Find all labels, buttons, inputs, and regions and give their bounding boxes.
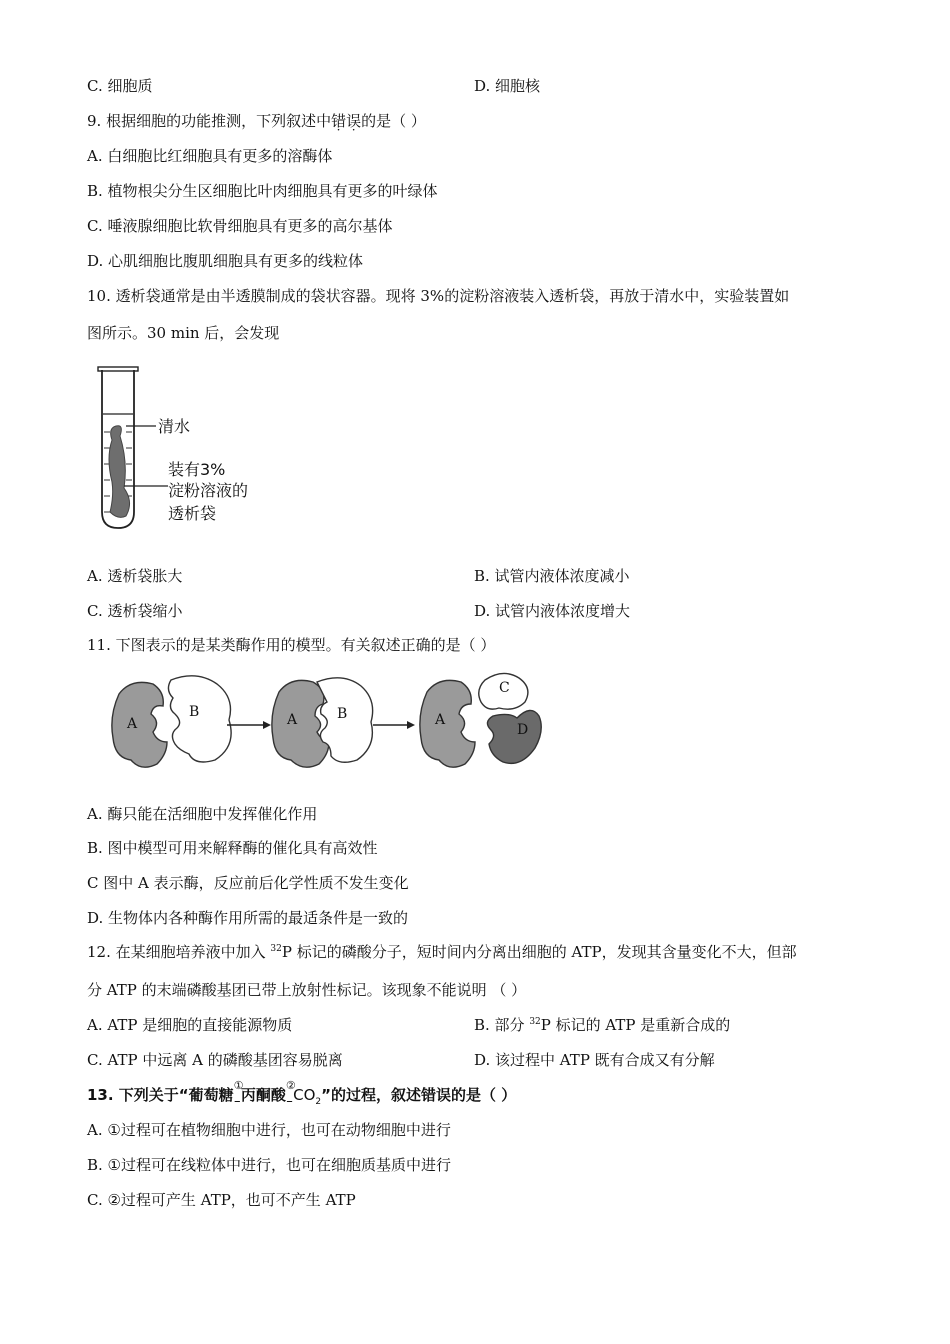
label-b1: B — [189, 704, 200, 720]
q9-emphasis-char: 误 — [346, 112, 362, 130]
q10-stem-line1: 10. 透析袋通常是由半透膜制成的袋状容器。现将 3%的淀粉溶液装入透析袋，再放于清水中，实验装置如 — [87, 287, 790, 305]
q11-option-d: D. 生物体内各种酶作用所需的最适条件是一致的 — [87, 909, 409, 927]
q13-option-c: C. ②过程可产生 ATP，也可不产生 ATP — [87, 1191, 356, 1209]
q12-stem-part: P 标记的磷酸分子，短时间内分离出细胞的 ATP，发现其含量变化不大，但部 — [281, 943, 797, 961]
q12-option-b — [474, 1015, 730, 1035]
label-bag-line2: 淀粉溶液的 — [168, 481, 249, 500]
enzyme-a-stage2 — [272, 680, 329, 767]
q12-option-c: C. ATP 中远离 A 的磷酸基团容易脱离 — [87, 1051, 343, 1069]
q13-mark-2: ② — [285, 1079, 296, 1092]
q13-stem-part: ”的过程，叙述错误的是（ ） — [321, 1086, 517, 1104]
enzyme-a-stage1 — [112, 682, 167, 767]
q11-option-a: A. 酶只能在活细胞中发挥催化作用 — [87, 805, 318, 823]
q11-option-c: C 图中 A 表示酶，反应前后化学性质不发生变化 — [87, 874, 409, 892]
q13-stem-part: 丙酮酸 — [240, 1086, 286, 1104]
q13-arrow-1 — [233, 1079, 244, 1105]
q9-stem-part: 9. 根据细胞的功能推测，下列叙述中 — [87, 112, 332, 130]
arrow-2-head — [407, 721, 415, 729]
test-tube-rim — [98, 367, 138, 371]
q9-option-c: C. 唾液腺细胞比软骨细胞具有更多的高尔基体 — [87, 217, 393, 235]
q13-option-b: B. ①过程可在线粒体中进行，也可在细胞质基质中进行 — [87, 1156, 452, 1174]
q12-stem-part: 12. 在某细胞培养液中加入 — [87, 943, 271, 961]
q9-stem-part: 的是（ ） — [361, 112, 426, 130]
label-bag-line1: 装有3% — [168, 460, 226, 479]
q9-option-d: D. 心肌细胞比腹肌细胞具有更多的线粒体 — [87, 252, 364, 270]
arrow-1-head — [263, 721, 271, 729]
q9-option-a: A. 白细胞比红细胞具有更多的溶酶体 — [87, 147, 333, 165]
q12-option-a: A. ATP 是细胞的直接能源物质 — [87, 1016, 293, 1034]
q11-stem: 11. 下图表示的是某类酶作用的模型。有关叙述正确的是（ ） — [87, 636, 496, 654]
q13-mark-1: ① — [233, 1079, 244, 1092]
q13-option-a: A. ①过程可在植物细胞中进行，也可在动物细胞中进行 — [87, 1121, 451, 1139]
dialysis-tube-figure — [90, 362, 290, 532]
q13-co2-subscript: 2 — [315, 1097, 322, 1107]
q13-stem-part: 13. 下列关于“葡萄糖 — [87, 1086, 234, 1104]
q10-option-b: B. 试管内液体浓度减小 — [474, 567, 630, 585]
label-b2: B — [337, 706, 348, 722]
q11-option-b: B. 图中模型可用来解释酶的催化具有高效性 — [87, 839, 378, 857]
q12-superscript: 32 — [270, 944, 282, 954]
q10-option-a: A. 透析袋胀大 — [87, 567, 183, 585]
q9-stem — [87, 111, 426, 131]
q9-option-b: B. 植物根尖分生区细胞比叶肉细胞具有更多的叶绿体 — [87, 182, 438, 200]
label-a2: A — [287, 712, 298, 728]
dialysis-bag — [109, 426, 130, 518]
label-bag-line3: 透析袋 — [168, 504, 217, 523]
label-water: 清水 — [158, 417, 191, 436]
q13-stem — [87, 1079, 517, 1112]
q10-option-c: C. 透析袋缩小 — [87, 602, 183, 620]
label-c: C — [499, 680, 510, 696]
q12-option-b-superscript: 32 — [529, 1017, 541, 1027]
substrate-b-stage1 — [168, 676, 231, 762]
q8-option-c: C. 细胞质 — [87, 77, 153, 95]
q12-option-b-part: P 标记的 ATP 是重新合成的 — [540, 1016, 731, 1034]
label-a3: A — [435, 712, 446, 728]
label-d: D — [517, 722, 529, 738]
q9-emphasis-char: 错 — [331, 112, 347, 130]
q13-arrow-2 — [285, 1079, 296, 1105]
product-d — [487, 710, 541, 763]
q13-co2: CO — [293, 1086, 316, 1104]
enzyme-model-figure — [105, 668, 555, 778]
label-a1: A — [127, 716, 138, 732]
q12-stem-line2: 分 ATP 的末端磷酸基团已带上放射性标记。该现象不能说明 （ ） — [87, 981, 527, 999]
q12-stem-line1 — [87, 942, 797, 962]
q12-option-d: D. 该过程中 ATP 既有合成又有分解 — [474, 1051, 715, 1069]
q8-option-d: D. 细胞核 — [474, 77, 541, 95]
q10-stem-line2: 图所示。30 min 后，会发现 — [87, 324, 280, 342]
q12-option-b-part: B. 部分 — [474, 1016, 530, 1034]
enzyme-a-stage3 — [420, 680, 475, 767]
q10-option-d: D. 试管内液体浓度增大 — [474, 602, 631, 620]
